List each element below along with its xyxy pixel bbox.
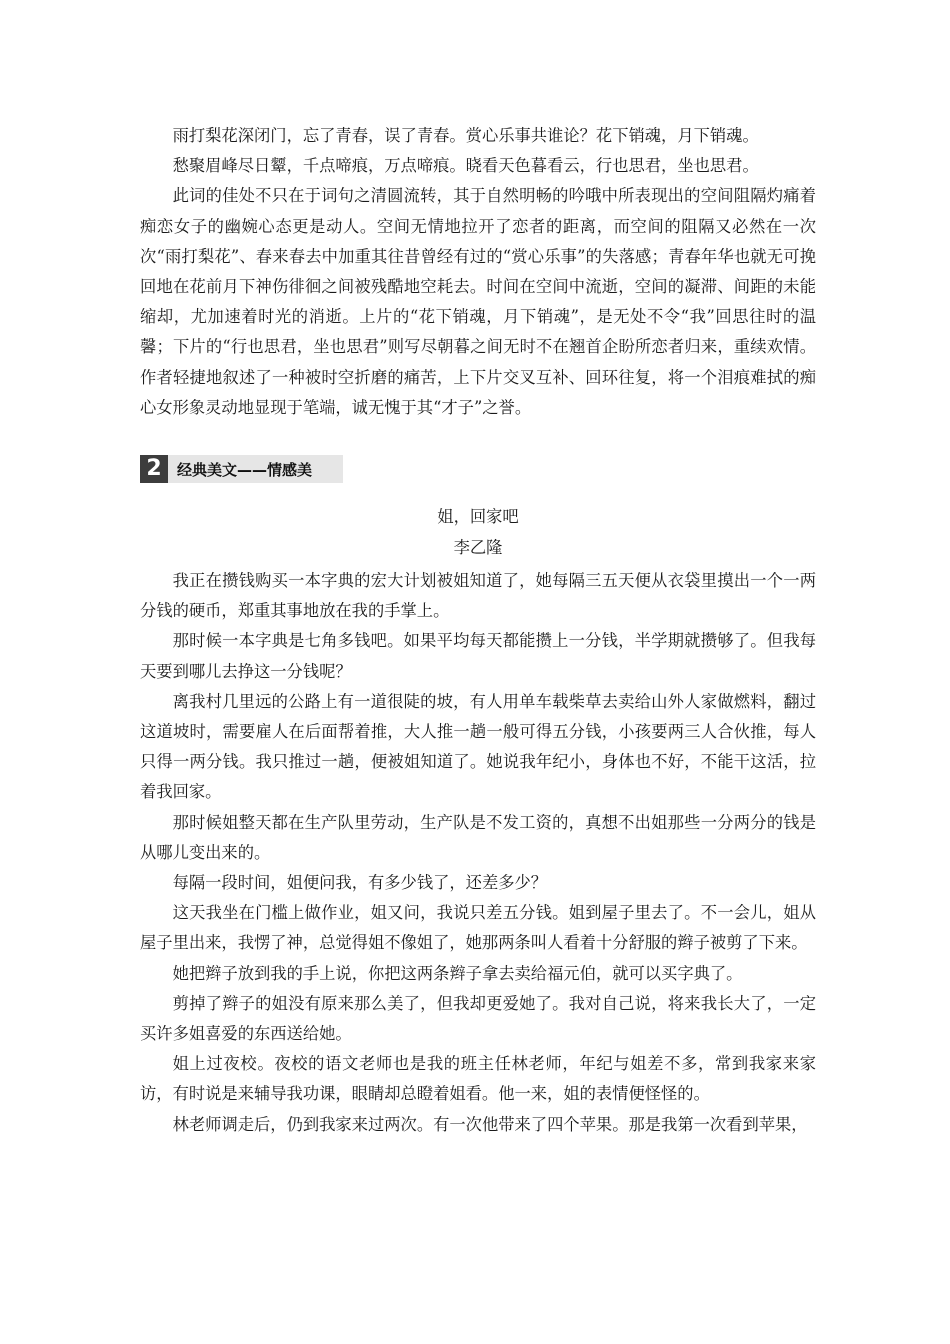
commentary-paragraph: 此词的佳处不只在于词句之清圆流转，其于自然明畅的吟哦中所表现出的空间阻隔灼痛着痴恋女子的幽婉心态更是动人。空间无情地拉开了恋者的距离，而空间的阻隔又必然在一次次“雨打梨花”、春来春去中加重其往昔曾经有过的“赏心乐事”的失落感；青春年华也就无可挽回地在花前月下神伤徘徊之间被残酷地空耗去。时间在空间中流逝，空间的凝滞、间距的未能缩却，尤加速着时光的消逝。上片的“花下销魂，月下销魂”，是无处不令“我”回思往时的温馨；下片的“行也思君，坐也思君”则写尽朝暮之间无时不在翘首企盼所恋者归来，重续欢情。作者轻捷地叙述了一种被时空折磨的痛苦，上下片交叉互补、回环往复，将一个泪痕难拭的痴心女形象灵动地显现于笔端，诚无愧于其“才子”之誉。 [140,186,816,417]
article-title: 姐，回家吧 [437,507,519,526]
section-number-badge: 2 [140,455,168,483]
article-paragraph: 林老师调走后，仍到我家来过两次。有一次他带来了四个苹果。那是我第一次看到苹果， [172,1114,808,1134]
article-paragraph: 离我村几里远的公路上有一道很陡的坡，有人用单车载柴草去卖给山外人家做燃料，翻过这道坡时，需要雇人在后面帮着推，大人推一趟一般可得五分钱，小孩要两三人合伙推，每人只得一两分钱。我只推过一趟，便被姐知道了。她说我年纪小，身体也不好，不能干这活，拉着我回家。 [140,691,816,802]
article-paragraph: 剪掉了辫子的姐没有原来那么美了，但我却更爱她了。我对自己说，将来我长大了，一定买许多姐喜爱的东西送给她。 [140,993,816,1044]
article-author: 李乙隆 [453,538,503,557]
poem-line-1: 雨打梨花深闭门，忘了青春，误了青春。赏心乐事共谁论？花下销魂，月下销魂。 [172,126,759,145]
article-paragraph: 那时候一本字典是七角多钱吧。如果平均每天都能攒上一分钱，半学期就攒够了。但我每天要到哪儿去挣这一分钱呢？ [140,631,816,681]
article-paragraph: 她把辫子放到我的手上说，你把这两条辫子拿去卖给福元伯，就可以买字典了。 [172,963,743,983]
article-paragraph: 这天我坐在门槛上做作业，姐又问，我说只差五分钱。姐到屋子里去了。不一会儿，姐从屋子里出来，我愣了神，总觉得姐不像姐了，她那两条叫人看着十分舒服的辫子被剪了下来。 [140,903,816,953]
article-paragraph: 我正在攒钱购买一本字典的宏大计划被姐知道了，她每隔三五天便从衣袋里摸出一个一两分钱的硬币，郑重其事地放在我的手掌上。 [140,571,816,621]
section-title: 经典美文——情感美 [168,455,343,483]
section-header [140,455,343,483]
poem-line-2: 愁聚眉峰尽日颦，千点啼痕，万点啼痕。晓看天色暮看云，行也思君，坐也思君。 [172,156,759,176]
article-paragraph: 那时候姐整天都在生产队里劳动，生产队是不发工资的，真想不出姐那些一分两分的钱是从哪儿变出来的。 [140,812,816,862]
poem-and-commentary [140,121,816,423]
article-paragraph: 姐上过夜校。夜校的语文老师也是我的班主任林老师，年纪与姐差不多，常到我家来家访，有时说是来辅导我功课，眼睛却总瞪着姐看。他一来，姐的表情便怪怪的。 [140,1054,816,1104]
article-body [140,566,816,1140]
article-paragraph: 每隔一段时间，姐便问我，有多少钱了，还差多少？ [172,873,548,893]
